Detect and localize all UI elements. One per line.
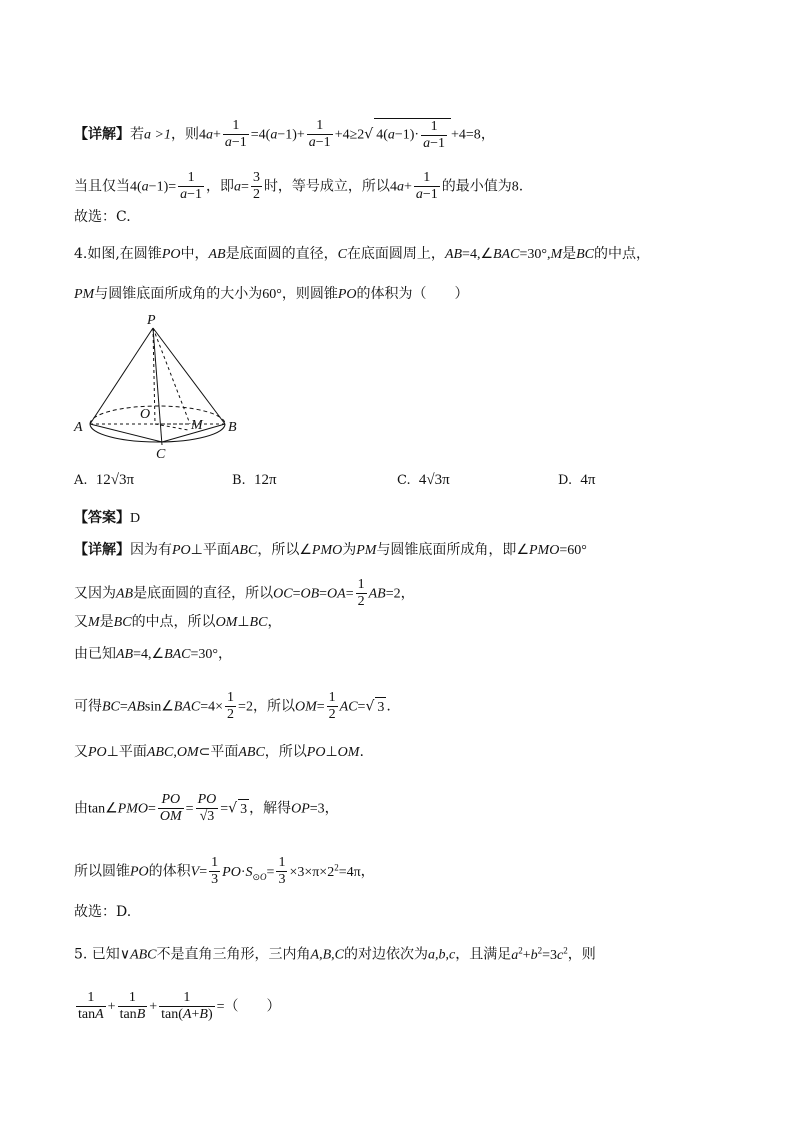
label-M: M	[191, 418, 203, 433]
q4-detail-7: 由tan∠PMO= $\frac{PO}{OM}$ = $\frac{PO}{√3}$ =√ 3 ，解得OP=3，	[74, 792, 339, 824]
option-c: C. 4√3π	[397, 472, 450, 488]
base-front	[90, 424, 225, 442]
detail-label: 【详解】	[74, 126, 130, 143]
option-d: D. 4π	[558, 472, 596, 488]
label-A: A	[74, 420, 83, 435]
q4-detail-8: 所以圆锥PO的体积V= $\frac{1}{3}$ $PO\cdot S_{⊙O}=$ $\frac{1}{3}$ $\times 3\times\pi\times 2^2=4\pi$，	[74, 855, 375, 887]
option-a: A. 12√3π	[74, 472, 135, 488]
q4-final: 故选：D.	[74, 904, 132, 920]
label-O: O	[140, 407, 151, 422]
option-b: B. 12π	[232, 472, 277, 488]
edge-PB	[153, 328, 225, 424]
chord-AC	[90, 424, 162, 442]
q4-detail-1: 【详解】因为有PO⊥平面ABC，所以∠PMO为PM与圆锥底面所成角，即∠PMO=60°	[74, 542, 587, 558]
label-B: B	[228, 420, 237, 435]
q4-detail-6: 又PO⊥平面ABC,OM⊂平面ABC，所以PO⊥OM.	[74, 744, 364, 760]
base-back	[90, 406, 225, 424]
cone-figure	[70, 310, 250, 460]
segment-PM	[153, 328, 190, 424]
edge-PC	[153, 328, 162, 445]
label-C: C	[156, 447, 166, 460]
q4-detail-4: 由已知AB=4,∠BAC=30°，	[74, 646, 233, 662]
q4-detail-5: 可得BC=ABsin∠BAC=4× $\frac{1}{2}$ =2，所以OM= $\frac{1}{2}$ AC=√ 3 .	[74, 690, 391, 722]
segment-OM	[155, 424, 188, 430]
q4-detail-2: 又因为AB是底面圆的直径，所以OC=OB=OA= $\frac{1}{2}$ AB=2，	[74, 577, 415, 609]
q3-detail-line-1: 【详解】若a >1，则4a+ $\frac{1}{a-1}$ =4(a−1)+ $\frac{1}{a-1}$ +4≥2√ 4(a−1)· $\frac{1}{a-1}$ +4=8，	[74, 118, 495, 151]
min-value: 8	[511, 179, 519, 195]
answer-letter: D	[130, 511, 141, 526]
q4-answer: 【答案】D	[74, 510, 141, 526]
label-P: P	[147, 313, 156, 328]
q4-stem-line-1: 4.如图,在圆锥PO中，AB是底面圆的直径，C在底面圆周上，AB=4,∠BAC=30°,M是BC的中点，	[74, 246, 651, 262]
q4-stem-line-2: PM与圆锥底面所成角的大小为60°，则圆锥PO的体积为（ ）	[74, 286, 469, 302]
q5-stem-line-2: $\frac{1}{\tan A}$ + $\frac{1}{\tan B}$ + $\frac{1}{\tan(A+B)}$ =（ ）	[78, 990, 281, 1022]
q3-answer: 故选：C.	[74, 209, 131, 225]
q3-detail-line-2: 当且仅当4(a−1)= $\frac{1}{a-1}$ ，即a= $\frac{3}{2}$ 时，等号成立，所以4a+ $\frac{1}{a-1}$ 的最小值为8.	[74, 170, 524, 202]
q5-stem-line-1: 5. 已知∨ABC不是直角三角形，三内角A,B,C的对边依次为a,b,c，且满足$a^2+b^2=3c^2$，则	[74, 945, 596, 963]
q4-detail-3: 又M是BC的中点，所以OM⊥BC，	[74, 614, 282, 630]
